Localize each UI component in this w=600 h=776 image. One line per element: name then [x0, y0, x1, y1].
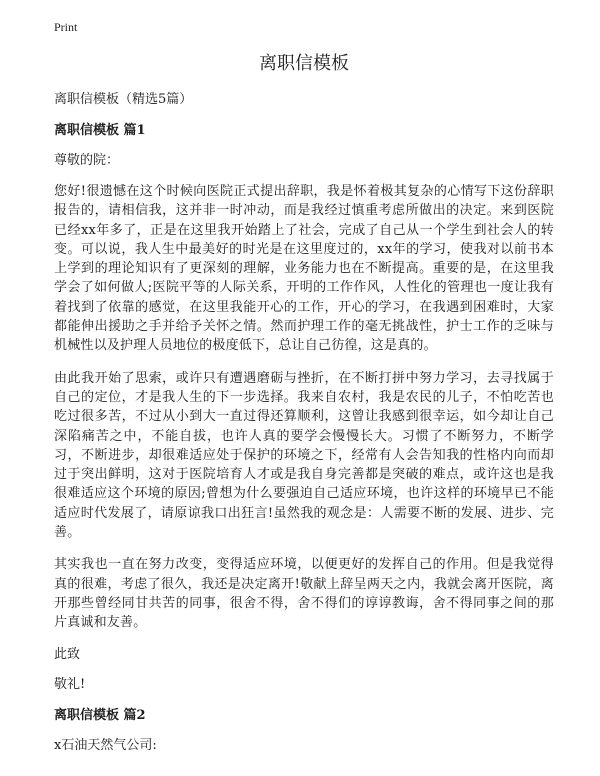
- section-1-paragraph-2: 由此我开始了思索，或许只有遭遇磨砺与挫折，在不断打拼中努力学习，去寻找属于自己的定位，才是我人生的下一步选择。我来自农村，我是农民的儿子，不怕吃苦也吃过很多苦，不过从小到大一直过得还算顺利，这曾让我感到很幸运，如今却让自己深陷痛苦之中，不能自拔，也许人真的要学会慢慢长大。习惯了不断努力，不断学习，不断进步，却很难适应处于保护的环境之下，经常有人会告知我的性格内向而却过于突出鲜明，这对于医院培育人才或是我自身完善都是突破的难点，或许这也是我很难适应这个环境的原因;曾想为什么要强迫自己适应环境，也许这样的环境早已不能适应时代发展了，请原谅我口出狂言!虽然我的观念是：人需要不断的发展、进步、完善。: [54, 370, 554, 541]
- section-1-paragraph-3: 其实我也一直在努力改变，变得适应环境，以便更好的发挥自己的作用。但是我觉得真的很难，考虑了很久，我还是决定离开!敬献上辞呈两天之内，我就会离开医院，离开那些曾经同甘共苦的同事，很舍不得，舍不得们的谆谆教诲，舍不得同事之间的那片真诚和友善。: [54, 557, 554, 631]
- closing-salute: 敬礼!: [54, 676, 86, 692]
- section-1-paragraph-1: 您好!很遗憾在这个时候向医院正式提出辞职，我是怀着极其复杂的心情写下这份辞职报告的，请相信我，这并非一时冲动，而是我经过慎重考虑所做出的决定。来到医院已经xx年多了，正是在这里我开始踏上了社会，完成了自己从一个学生到社会人的转变。可以说，我人生中最美好的时光是在这里度过的，xx年的学习，使我对以前书本上学到的理论知识有了更深刻的理解，业务能力也在不断提高。重要的是，在这里我学会了如何做人;医院平等的人际关系，开明的工作作风，人性化的管理也一度让我有着找到了依靠的感觉，在这里我能开心的工作，开心的学习，在我遇到困难时，大家都能伸出援助之手并给予关怀之情。然而护理工作的毫无挑战性，护士工作的乏味与机械性以及护理人员地位的极度低下，总让自己彷徨，这是真的。: [54, 184, 554, 354]
- print-link[interactable]: Print: [54, 20, 78, 34]
- section-1-salutation: 尊敬的院：: [54, 153, 120, 168]
- document-title: 离职信模板: [259, 53, 349, 74]
- closing-regards: 此致: [54, 646, 81, 662]
- section-2-heading: 离职信模板 篇2: [54, 707, 146, 723]
- document-subtitle: 离职信模板（精选5篇）: [54, 92, 193, 107]
- section-1-heading: 离职信模板 篇1: [54, 123, 146, 138]
- document-page: [54, 52, 554, 755]
- section-2-salutation: x石油天然气公司:: [54, 737, 157, 753]
